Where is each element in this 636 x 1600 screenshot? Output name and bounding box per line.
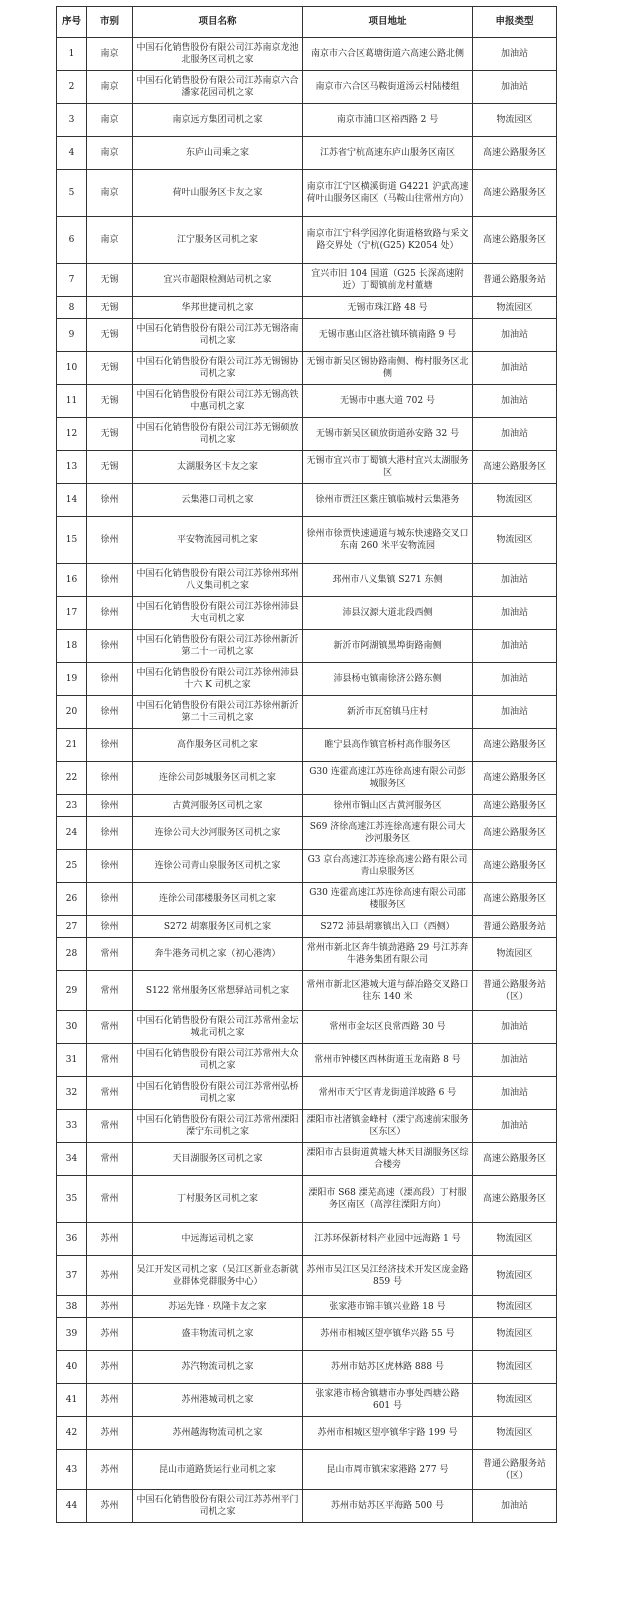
cell-name: 苏运先锋 · 玖隆卡友之家 [133,1296,303,1318]
cell-address: 无锡市珠江路 48 号 [303,297,473,319]
cell-city: 南京 [87,38,133,71]
cell-name: S122 常州服务区常想驿站司机之家 [133,971,303,1011]
cell-city: 南京 [87,104,133,137]
table-row [57,850,557,883]
cell-city: 苏州 [87,1318,133,1351]
cell-name: 苏汽物流司机之家 [133,1351,303,1384]
cell-no: 1 [57,38,87,71]
table-row [57,385,557,418]
cell-name: 中国石化销售股份有限公司江苏南京六合潘家花园司机之家 [133,71,303,104]
cell-type: 加油站 [473,696,557,729]
cell-city: 徐州 [87,630,133,663]
cell-type: 物流园区 [473,1417,557,1450]
cell-type: 加油站 [473,319,557,352]
cell-city: 无锡 [87,264,133,297]
cell-name: 中国石化销售股份有限公司江苏苏州平门司机之家 [133,1490,303,1523]
cell-no: 17 [57,597,87,630]
cell-address: 苏州市相城区望亭镇华兴路 55 号 [303,1318,473,1351]
cell-type: 物流园区 [473,1384,557,1417]
table-row [57,104,557,137]
cell-name: 连徐公司彭城服务区司机之家 [133,762,303,795]
cell-city: 常州 [87,1176,133,1223]
cell-no: 42 [57,1417,87,1450]
table-row [57,1318,557,1351]
cell-address: 常州市新北区奔牛镇劲港路 29 号江苏奔牛港务集团有限公司 [303,938,473,971]
cell-address: 徐州市铜山区古黄河服务区 [303,795,473,817]
table-header [57,7,557,38]
cell-city: 无锡 [87,352,133,385]
cell-type: 高速公路服务区 [473,1176,557,1223]
table-row [57,1351,557,1384]
cell-city: 南京 [87,170,133,217]
table-row [57,1256,557,1296]
table-row [57,1450,557,1490]
cell-type: 高速公路服务区 [473,170,557,217]
cell-city: 苏州 [87,1296,133,1318]
cell-no: 43 [57,1450,87,1490]
table-row [57,1077,557,1110]
cell-name: 中远海运司机之家 [133,1223,303,1256]
cell-no: 38 [57,1296,87,1318]
cell-name: 中国石化销售股份有限公司江苏徐州新沂第二十三司机之家 [133,696,303,729]
cell-address: 常州市新北区港城大道与薛冶路交叉路口往东 140 米 [303,971,473,1011]
cell-city: 无锡 [87,451,133,484]
cell-name: 中国石化销售股份有限公司江苏徐州邳州八义集司机之家 [133,564,303,597]
cell-name: 天目湖服务区司机之家 [133,1143,303,1176]
cell-no: 12 [57,418,87,451]
cell-type: 普通公路服务站 [473,916,557,938]
cell-no: 3 [57,104,87,137]
cell-address: S69 济徐高速江苏连徐高速有限公司大沙河服务区 [303,817,473,850]
cell-name: 奔牛港务司机之家（初心港湾） [133,938,303,971]
cell-address: 南京市江宁区横溪街道 G4221 沪武高速荷叶山服务区南区（马鞍山往常州方向） [303,170,473,217]
cell-name: 丁村服务区司机之家 [133,1176,303,1223]
cell-no: 6 [57,217,87,264]
cell-address: 沛县汉源大道北段西侧 [303,597,473,630]
cell-no: 11 [57,385,87,418]
cell-city: 无锡 [87,418,133,451]
cell-address: 南京市浦口区裕西路 2 号 [303,104,473,137]
cell-no: 44 [57,1490,87,1523]
cell-type: 高速公路服务区 [473,137,557,170]
cell-no: 41 [57,1384,87,1417]
cell-type: 加油站 [473,630,557,663]
cell-address: 沛县杨屯镇南徐济公路东侧 [303,663,473,696]
cell-type: 加油站 [473,1044,557,1077]
cell-name: 南京远方集团司机之家 [133,104,303,137]
table-row [57,1044,557,1077]
cell-address: 苏州市吴江区吴江经济技术开发区庞金路 859 号 [303,1256,473,1296]
cell-type: 物流园区 [473,517,557,564]
cell-city: 常州 [87,1110,133,1143]
table-row [57,1011,557,1044]
table-row [57,762,557,795]
cell-type: 高速公路服务区 [473,850,557,883]
cell-address: 张家港市杨舍镇塘市办事处西塘公路 601 号 [303,1384,473,1417]
cell-city: 南京 [87,217,133,264]
table-row [57,217,557,264]
cell-name: 荷叶山服务区卡友之家 [133,170,303,217]
cell-city: 苏州 [87,1223,133,1256]
cell-no: 10 [57,352,87,385]
cell-type: 高速公路服务区 [473,217,557,264]
cell-no: 8 [57,297,87,319]
cell-no: 32 [57,1077,87,1110]
cell-no: 27 [57,916,87,938]
cell-address: G30 连霍高速江苏连徐高速有限公司彭城服务区 [303,762,473,795]
cell-name: 江宁服务区司机之家 [133,217,303,264]
cell-name: 东庐山司乘之家 [133,137,303,170]
cell-name: 太湖服务区卡友之家 [133,451,303,484]
cell-type: 高速公路服务区 [473,762,557,795]
cell-no: 7 [57,264,87,297]
cell-name: 中国石化销售股份有限公司江苏常州溧阳溧宁东司机之家 [133,1110,303,1143]
cell-city: 徐州 [87,795,133,817]
cell-name: 连徐公司邵楼服务区司机之家 [133,883,303,916]
cell-city: 无锡 [87,385,133,418]
table-row [57,517,557,564]
table-row [57,1176,557,1223]
cell-type: 加油站 [473,352,557,385]
header-no: 序号 [57,7,87,38]
cell-no: 29 [57,971,87,1011]
table-row [57,170,557,217]
table-row [57,663,557,696]
cell-type: 物流园区 [473,484,557,517]
cell-city: 苏州 [87,1256,133,1296]
cell-no: 28 [57,938,87,971]
cell-city: 徐州 [87,663,133,696]
cell-address: 无锡市中惠大道 702 号 [303,385,473,418]
cell-city: 苏州 [87,1490,133,1523]
cell-type: 物流园区 [473,938,557,971]
cell-address: 南京市六合区马鞍街道汤云村陆楼组 [303,71,473,104]
cell-address: 苏州市姑苏区平海路 500 号 [303,1490,473,1523]
cell-city: 常州 [87,971,133,1011]
cell-address: 徐州市贾汪区紫庄镇临城村云集港务 [303,484,473,517]
table-row [57,352,557,385]
cell-address: 徐州市徐贾快速通道与城东快速路交叉口东南 260 米平安物流园 [303,517,473,564]
cell-address: 无锡市惠山区洛社镇环镇南路 9 号 [303,319,473,352]
cell-name: 高作服务区司机之家 [133,729,303,762]
table-row [57,137,557,170]
table-row [57,1490,557,1523]
cell-type: 加油站 [473,71,557,104]
cell-city: 徐州 [87,729,133,762]
cell-type: 普通公路服务站（区） [473,1450,557,1490]
cell-name: 吴江开发区司机之家（吴江区新业态新就业群体党群服务中心） [133,1256,303,1296]
table-row [57,1110,557,1143]
cell-address: 无锡市宜兴市丁蜀镇大港村宜兴太湖服务区 [303,451,473,484]
cell-name: 中国石化销售股份有限公司江苏无锡锡协司机之家 [133,352,303,385]
table-row [57,938,557,971]
cell-name: 中国石化销售股份有限公司江苏徐州沛县十六 K 司机之家 [133,663,303,696]
cell-no: 40 [57,1351,87,1384]
cell-name: 中国石化销售股份有限公司江苏常州金坛城北司机之家 [133,1011,303,1044]
cell-address: 江苏环保新材料产业园中远海路 1 号 [303,1223,473,1256]
cell-name: 华邦世捷司机之家 [133,297,303,319]
cell-address: S272 沛县胡寨镇出入口（西侧） [303,916,473,938]
cell-address: 昆山市周市镇宋家港路 277 号 [303,1450,473,1490]
cell-no: 22 [57,762,87,795]
cell-type: 加油站 [473,564,557,597]
cell-type: 高速公路服务区 [473,1143,557,1176]
cell-city: 常州 [87,1011,133,1044]
cell-type: 物流园区 [473,1223,557,1256]
cell-address: 溧阳市古县街道黄墟大林天目湖服务区综合楼旁 [303,1143,473,1176]
cell-no: 26 [57,883,87,916]
cell-no: 25 [57,850,87,883]
cell-address: 新沂市瓦窑镇马庄村 [303,696,473,729]
cell-type: 高速公路服务区 [473,451,557,484]
cell-type: 物流园区 [473,104,557,137]
cell-name: 中国石化销售股份有限公司江苏徐州新沂第二十一司机之家 [133,630,303,663]
cell-no: 14 [57,484,87,517]
cell-address: 宜兴市旧 104 国道（G25 长深高速附近）丁蜀镇前龙村董塘 [303,264,473,297]
cell-address: 苏州市姑苏区虎林路 888 号 [303,1351,473,1384]
cell-address: 南京市江宁科学园淳化街道格致路与采文路交界处（宁杭(G25) K2054 处） [303,217,473,264]
cell-type: 加油站 [473,597,557,630]
cell-city: 南京 [87,137,133,170]
header-type: 申报类型 [473,7,557,38]
cell-address: 新沂市阿湖镇黑埠街路南侧 [303,630,473,663]
cell-type: 高速公路服务区 [473,817,557,850]
cell-city: 徐州 [87,916,133,938]
table-row [57,319,557,352]
cell-no: 5 [57,170,87,217]
cell-city: 南京 [87,71,133,104]
cell-name: 中国石化销售股份有限公司江苏常州大众司机之家 [133,1044,303,1077]
cell-address: G3 京台高速江苏连徐高速公路有限公司青山泉服务区 [303,850,473,883]
cell-no: 16 [57,564,87,597]
cell-type: 高速公路服务区 [473,795,557,817]
cell-address: 无锡市新吴区锡协路南侧、梅村服务区北侧 [303,352,473,385]
cell-city: 徐州 [87,762,133,795]
cell-type: 物流园区 [473,1256,557,1296]
cell-no: 4 [57,137,87,170]
cell-address: 江苏省宁杭高速东庐山服务区南区 [303,137,473,170]
cell-address: 无锡市新吴区硕放街道孙安路 32 号 [303,418,473,451]
cell-name: 中国石化销售股份有限公司江苏无锡高铁中惠司机之家 [133,385,303,418]
cell-name: 中国石化销售股份有限公司江苏无锡洛南司机之家 [133,319,303,352]
cell-name: 古黄河服务区司机之家 [133,795,303,817]
cell-city: 徐州 [87,517,133,564]
cell-city: 苏州 [87,1351,133,1384]
cell-city: 常州 [87,1077,133,1110]
cell-type: 物流园区 [473,1318,557,1351]
cell-name: S272 胡寨服务区司机之家 [133,916,303,938]
cell-address: 张家港市锦丰镇兴业路 18 号 [303,1296,473,1318]
cell-type: 普通公路服务站 [473,264,557,297]
cell-name: 苏州越海物流司机之家 [133,1417,303,1450]
cell-address: 溧阳市社渚镇金峰村（溧宁高速前宋服务区东区） [303,1110,473,1143]
cell-type: 加油站 [473,663,557,696]
cell-no: 2 [57,71,87,104]
cell-address: 溧阳市 S68 溧芜高速（溧高段）丁村服务区南区（高淳往溧阳方向） [303,1176,473,1223]
table-row [57,484,557,517]
table-row [57,418,557,451]
cell-address: 常州市金坛区良常西路 30 号 [303,1011,473,1044]
header-row [57,7,557,38]
cell-name: 盛丰物流司机之家 [133,1318,303,1351]
table-row [57,564,557,597]
table-row [57,817,557,850]
cell-city: 徐州 [87,850,133,883]
cell-no: 19 [57,663,87,696]
table-row [57,71,557,104]
table-row [57,729,557,762]
cell-no: 39 [57,1318,87,1351]
cell-type: 物流园区 [473,1351,557,1384]
table-row [57,1143,557,1176]
cell-no: 31 [57,1044,87,1077]
cell-name: 中国石化销售股份有限公司江苏南京龙池北服务区司机之家 [133,38,303,71]
table-row [57,1384,557,1417]
cell-no: 23 [57,795,87,817]
cell-address: 南京市六合区葛塘街道六高速公路北侧 [303,38,473,71]
table-row [57,264,557,297]
table-row [57,597,557,630]
cell-name: 中国石化销售股份有限公司江苏常州弘桥司机之家 [133,1077,303,1110]
table-row [57,1296,557,1318]
cell-name: 连徐公司青山泉服务区司机之家 [133,850,303,883]
cell-name: 昆山市道路货运行业司机之家 [133,1450,303,1490]
table-row [57,883,557,916]
header-address: 项目地址 [303,7,473,38]
cell-type: 普通公路服务站（区） [473,971,557,1011]
cell-no: 34 [57,1143,87,1176]
table-row [57,795,557,817]
cell-city: 徐州 [87,883,133,916]
cell-city: 常州 [87,1143,133,1176]
cell-type: 高速公路服务区 [473,883,557,916]
cell-name: 连徐公司大沙河服务区司机之家 [133,817,303,850]
cell-type: 加油站 [473,1077,557,1110]
table-row [57,451,557,484]
cell-address: 邳州市八义集镇 S271 东侧 [303,564,473,597]
cell-type: 加油站 [473,1011,557,1044]
cell-type: 加油站 [473,385,557,418]
table-row [57,1223,557,1256]
cell-name: 云集港口司机之家 [133,484,303,517]
cell-city: 徐州 [87,597,133,630]
table-row [57,916,557,938]
cell-no: 15 [57,517,87,564]
cell-no: 9 [57,319,87,352]
cell-no: 30 [57,1011,87,1044]
cell-city: 常州 [87,938,133,971]
document-sheet [56,6,556,1523]
cell-no: 37 [57,1256,87,1296]
table-row [57,1417,557,1450]
cell-type: 物流园区 [473,297,557,319]
cell-city: 苏州 [87,1450,133,1490]
cell-city: 徐州 [87,817,133,850]
cell-type: 加油站 [473,1490,557,1523]
cell-type: 物流园区 [473,1296,557,1318]
cell-address: 常州市天宁区青龙街道洋坡路 6 号 [303,1077,473,1110]
cell-name: 宜兴市超限检测站司机之家 [133,264,303,297]
cell-city: 常州 [87,1044,133,1077]
cell-address: G30 连霍高速江苏连徐高速有限公司邵楼服务区 [303,883,473,916]
cell-no: 20 [57,696,87,729]
driver-home-table [56,6,557,1523]
cell-city: 苏州 [87,1384,133,1417]
table-body [57,38,557,1523]
table-row [57,630,557,663]
cell-no: 35 [57,1176,87,1223]
cell-no: 13 [57,451,87,484]
cell-type: 加油站 [473,418,557,451]
cell-no: 24 [57,817,87,850]
cell-city: 徐州 [87,564,133,597]
cell-city: 徐州 [87,484,133,517]
cell-no: 36 [57,1223,87,1256]
table-row [57,38,557,71]
cell-city: 徐州 [87,696,133,729]
cell-no: 21 [57,729,87,762]
cell-name: 中国石化销售股份有限公司江苏徐州沛县大屯司机之家 [133,597,303,630]
cell-city: 苏州 [87,1417,133,1450]
header-name: 项目名称 [133,7,303,38]
cell-type: 加油站 [473,38,557,71]
header-city: 市别 [87,7,133,38]
cell-address: 睢宁县高作镇官桥村高作服务区 [303,729,473,762]
table-row [57,297,557,319]
cell-city: 无锡 [87,297,133,319]
cell-name: 苏州港城司机之家 [133,1384,303,1417]
cell-name: 中国石化销售股份有限公司江苏无锡硕放司机之家 [133,418,303,451]
cell-type: 加油站 [473,1110,557,1143]
cell-address: 苏州市相城区望亭镇华宇路 199 号 [303,1417,473,1450]
cell-address: 常州市钟楼区西林街道玉龙南路 8 号 [303,1044,473,1077]
cell-city: 无锡 [87,319,133,352]
cell-name: 平安物流园司机之家 [133,517,303,564]
cell-type: 高速公路服务区 [473,729,557,762]
table-row [57,971,557,1011]
table-row [57,696,557,729]
cell-no: 18 [57,630,87,663]
cell-no: 33 [57,1110,87,1143]
